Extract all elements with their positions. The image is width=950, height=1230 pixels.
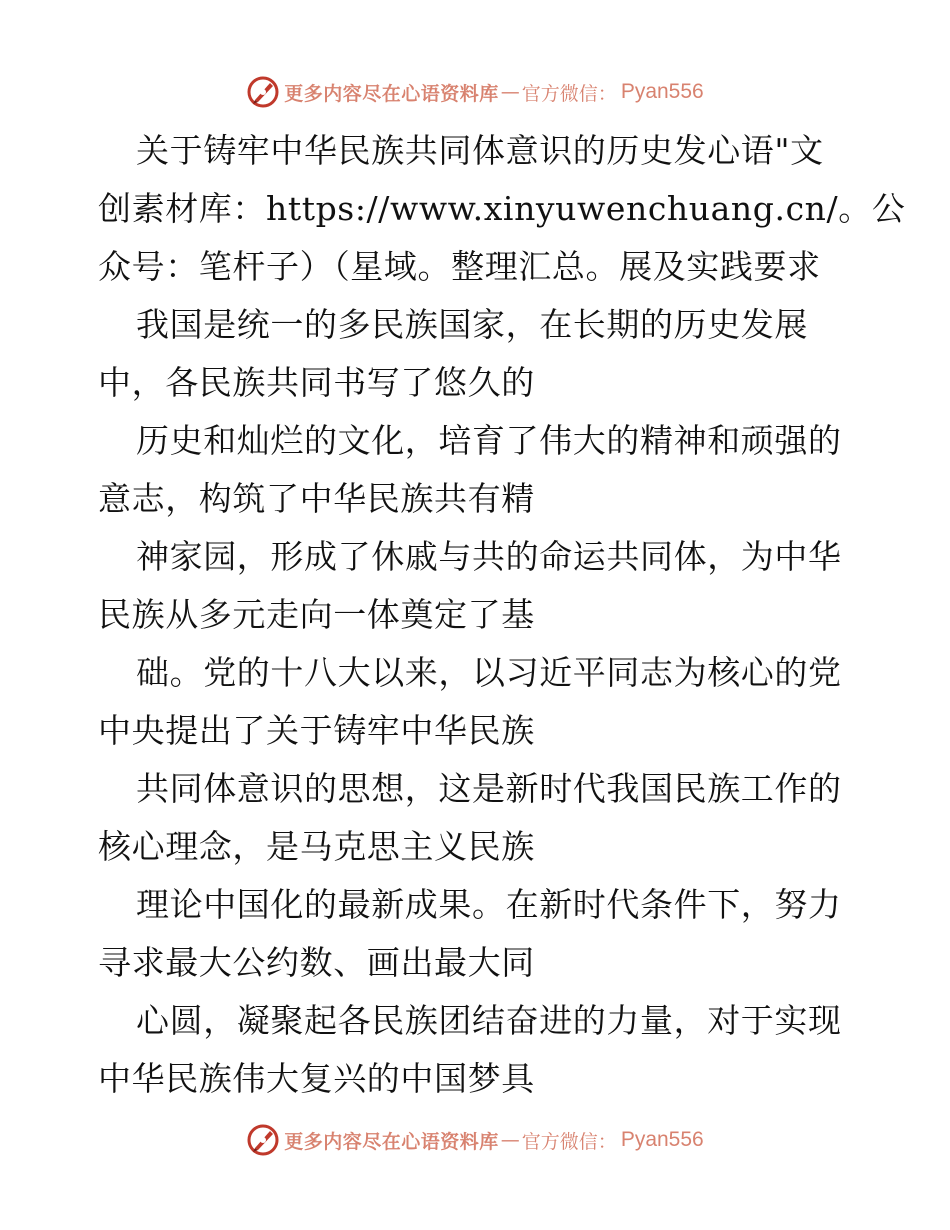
body-line: 中华民族伟大复兴的中国梦具 [98, 1059, 535, 1098]
body-line: 共同体意识的思想，这是新时代我国民族工作的 [136, 769, 842, 808]
body-line: 础。党的十八大以来，以习近平同志为核心的党 [136, 653, 842, 692]
header-separator: — [500, 81, 520, 103]
body-line: 中央提出了关于铸牢中华民族 [98, 711, 535, 750]
header-wechat-id: Pyan556 [620, 80, 704, 103]
body-line: 意志，构筑了中华民族共有精 [98, 479, 535, 518]
footer-promo-text: 更多内容尽在心语资料库 [284, 1130, 499, 1153]
header-wechat-label: 官方微信 [521, 82, 598, 105]
body-line: 众号：笔杆子）（星域。整理汇总。展及实践要求 [98, 247, 821, 286]
body-text [98, 122, 906, 1108]
body-line: 关于铸牢中华民族共同体意识的历史发心语"文 [136, 131, 824, 170]
footer-colon: ： [597, 1130, 617, 1153]
body-line: 寻求最大公约数、画出最大同 [98, 943, 535, 982]
footer-banner [0, 1120, 950, 1160]
header-colon: ： [597, 82, 617, 105]
footer-wechat-label: 官方微信 [521, 1130, 598, 1153]
body-line: 神家园，形成了休戚与共的命运共同体，为中华 [136, 537, 842, 576]
footer-separator: — [500, 1129, 520, 1151]
quill-pen-circle-icon [246, 75, 280, 109]
body-line: 民族从多元走向一体奠定了基 [98, 595, 535, 634]
body-line: 我国是统一的多民族国家，在长期的历史发展 [136, 305, 808, 344]
body-line: 理论中国化的最新成果。在新时代条件下，努力 [136, 885, 842, 924]
body-line: 心圆，凝聚起各民族团结奋进的力量，对于实现 [136, 1001, 842, 1040]
body-line: 中，各民族共同书写了悠久的 [98, 363, 535, 402]
header-promo-text: 更多内容尽在心语资料库 [284, 82, 499, 105]
body-line: 历史和灿烂的文化，培育了伟大的精神和顽强的 [136, 421, 842, 460]
body-line: 创素材库：https://www.xinyuwenchuang.cn/。公 [98, 189, 906, 228]
footer-wechat-id: Pyan556 [620, 1128, 704, 1151]
body-line: 核心理念，是马克思主义民族 [98, 827, 535, 866]
quill-pen-circle-icon [246, 1123, 280, 1157]
header-banner [0, 72, 950, 112]
